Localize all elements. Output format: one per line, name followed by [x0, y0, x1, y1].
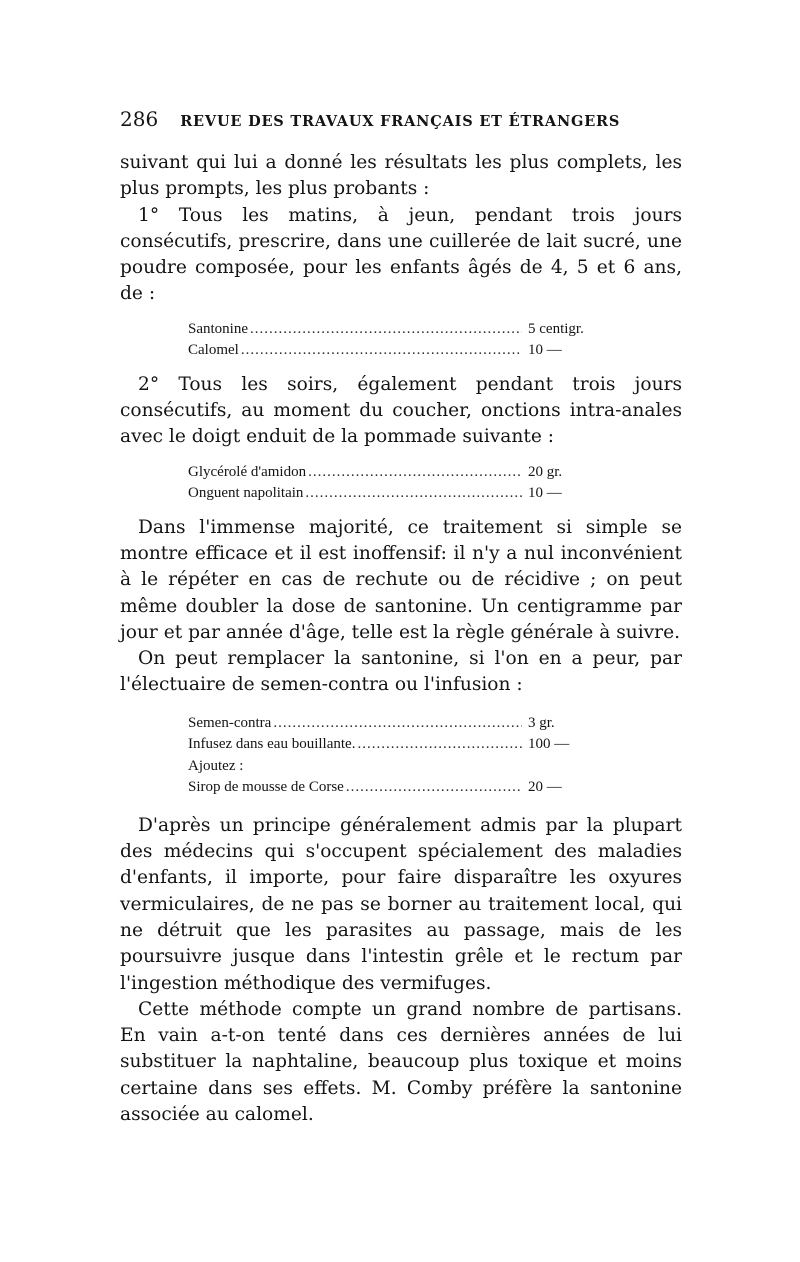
leader-dots — [357, 734, 522, 756]
leader-dots — [305, 483, 522, 505]
recipe-infusion — [188, 713, 620, 799]
ingredient-quantity: 10 — — [528, 485, 562, 502]
paragraph-morning-prescription: 1° Tous les matins, à jeun, pendant trois jours consécutifs, prescrire, dans une cuillerée de lait sucré, une poudre composée, pour les enfants âgés de 4, 5 et 6 ans, de : — [120, 204, 682, 305]
ingredient-quantity: 3 gr. — [528, 714, 555, 731]
leader-dots — [308, 462, 522, 484]
recipe-line — [188, 756, 620, 778]
ingredient-quantity: 20 — — [528, 779, 562, 796]
ingredient-quantity: 5 centigr. — [528, 320, 584, 337]
recipe-line — [188, 713, 620, 735]
recipe-line — [188, 734, 620, 756]
page-body — [120, 150, 682, 1128]
ingredient-name: Glycérolé d'amidon — [188, 463, 307, 480]
ingredient-name: Sirop de mousse de Corse — [188, 779, 344, 796]
ingredient-name: Semen-contra — [188, 714, 272, 731]
recipe-line — [188, 319, 620, 341]
ingredient-name: Santonine — [188, 320, 248, 337]
page-number: 286 — [120, 107, 159, 131]
paragraph-evening-prescription: 2° Tous les soirs, également pendant trois jours consécutifs, au moment du coucher, onctions intra-anales avec le doigt enduit de la pommade suivante : — [120, 373, 682, 448]
ingredient-quantity: 100 — — [528, 736, 570, 753]
recipe-instruction: Ajoutez : — [188, 757, 244, 774]
page-header — [120, 107, 680, 131]
running-title: REVUE DES TRAVAUX FRANÇAIS ET ÉTRANGERS — [180, 113, 621, 130]
paragraph-principle: D'après un principe généralement admis par la plupart des médecins qui s'occupent spécialement des maladies d'enfants, il importe, pour faire disparaître les oxyures vermiculaires, de ne pas se borner au traitement local, qui ne détruit que les parasites au passage, mais de les poursuivre jusque dans l'intestin grêle et le rectum par l'ingestion méthodique des vermifuges. — [120, 814, 682, 994]
recipe-line — [188, 462, 620, 484]
recipe-powder — [188, 319, 620, 362]
leader-dots — [273, 713, 522, 735]
recipe-ointment — [188, 462, 620, 505]
paragraph-efficacy: Dans l'immense majorité, ce traitement si simple se montre efficace et il est inoffensif: il n'y a nul inconvénient à le répéter en cas de rechute ou de récidive ; on peut même doubler la dose de santonine. Un centigramme par jour et par année d'âge, telle est la règle générale à suivre. — [120, 516, 682, 643]
recipe-line — [188, 483, 620, 505]
leader-dots — [241, 340, 522, 362]
paragraph-alternative: On peut remplacer la santonine, si l'on en a peur, par l'électuaire de semen-contra ou l'infusion : — [120, 648, 682, 696]
paragraph-continuation: suivant qui lui a donné les résultats les plus complets, les plus prompts, les plus probants : — [120, 152, 682, 200]
ingredient-name: Infusez dans eau bouillante. — [188, 736, 356, 753]
ingredient-quantity: 10 — — [528, 342, 562, 359]
leader-dots — [250, 319, 522, 341]
ingredient-name: Onguent napolitain — [188, 485, 304, 502]
paragraph-method: Cette méthode compte un grand nombre de partisans. En vain a-t-on tenté dans ces dernières années de lui substituer la naphtaline, beaucoup plus toxique et moins certaine dans ses effets. M. Comby préfère la santonine associée au calomel. — [120, 998, 682, 1126]
ingredient-name: Calomel — [188, 342, 239, 359]
recipe-line — [188, 777, 620, 799]
recipe-line — [188, 340, 620, 362]
ingredient-quantity: 20 gr. — [528, 463, 563, 480]
leader-dots — [346, 777, 522, 799]
